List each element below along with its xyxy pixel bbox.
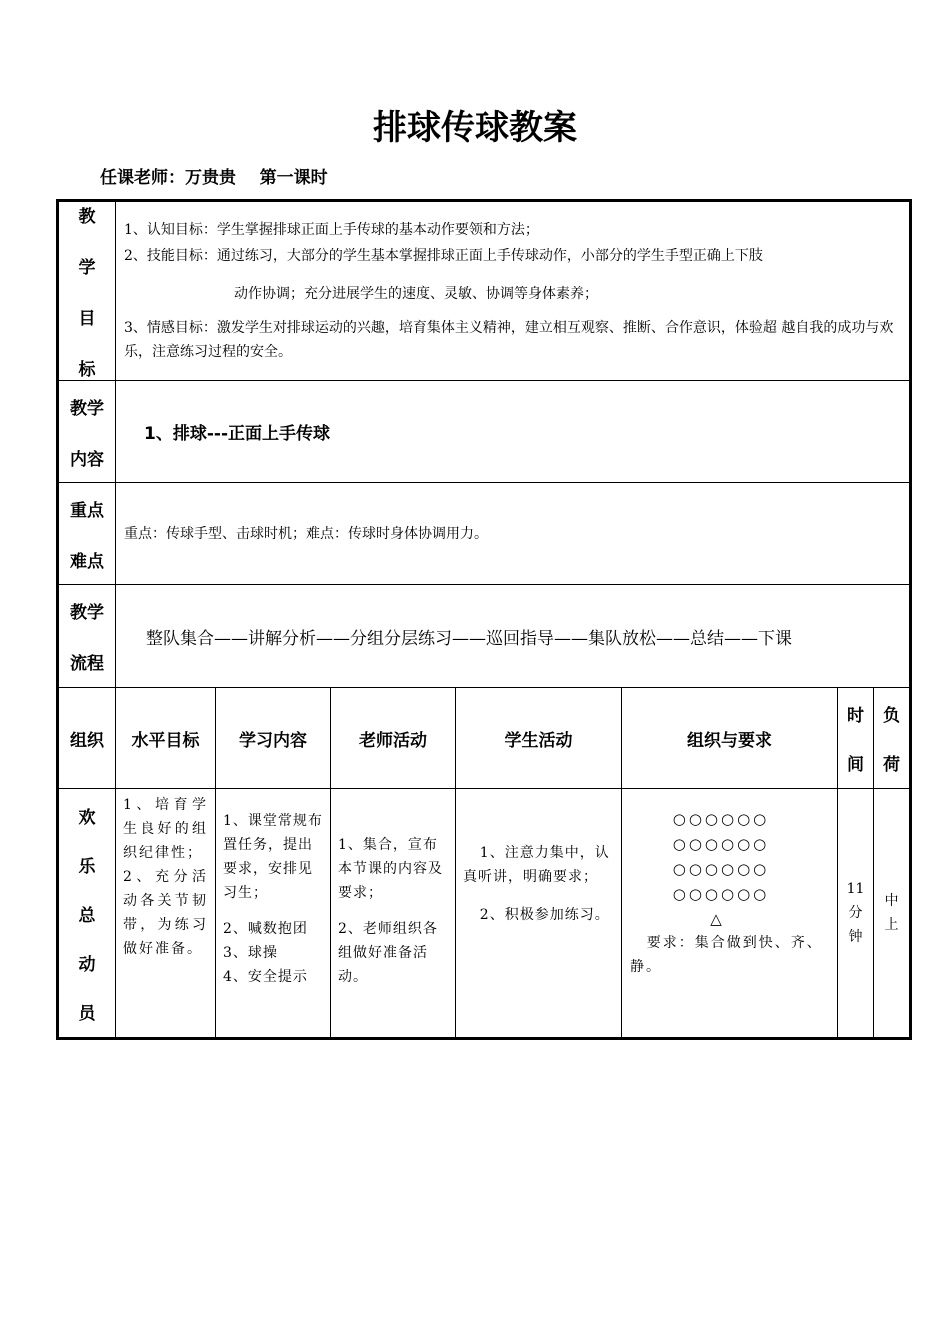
level-goal-cell: 1、培育学生良好的组织纪律性； 2、充分活动各关节韧带，为练习做好准备。 [116,789,216,1039]
goals-label: 教 学 目 标 [58,201,116,381]
col-org: 组织 [58,688,116,789]
col-student: 学生活动 [456,688,622,789]
teacher-info: 任课老师：万贵贵 第一课时 [100,168,328,188]
goals-row [58,201,911,381]
goal-affective: 3、情感目标：激发学生对排球运动的兴趣，培育集体主义精神，建立相互观察、推断、合作意识，体验超 越自我的成功与欢乐，注意练习过程的安全。 [124,320,894,360]
learning-cell: 1、课堂常规布置任务，提出要求，安排见习生； 2、喊数抱团 3、球操 4、安全提示 [216,789,331,1039]
content-row [58,381,911,483]
goals-content [116,201,911,381]
load-cell: 中 上 [874,789,911,1039]
col-time: 时 间 [838,688,874,789]
content-text: 1、排球---正面上手传球 [116,381,911,483]
section-label: 欢 乐 总 动 员 [58,789,116,1039]
time-cell: 11 分 钟 [838,789,874,1039]
flow-row [58,585,911,688]
formation-row: ○○○○○○ [672,835,770,853]
requirement-text: 要求：集合做到快、齐、静。 [630,935,823,975]
formation-row: ○○○○○○ [672,885,770,903]
goal-skill-cont: 动作协调；充分进展学生的速度、灵敏、协调等身体素养； [234,286,598,302]
column-header-row [58,688,911,789]
formation-row: ○○○○○○ [672,860,770,878]
formation-row: ○○○○○○ [672,810,770,828]
col-teacher: 老师活动 [331,688,456,789]
keypoints-text: 重点：传球手型、击球时机；难点：传球时身体协调用力。 [116,483,911,585]
student-activity-cell: 1、注意力集中，认真听讲，明确要求； 2、积极参加练习。 [456,789,622,1039]
col-arrangement: 组织与要求 [622,688,838,789]
flow-label: 教学 流程 [58,585,116,688]
teacher-activity-cell: 1、集合，宣布本节课的内容及要求； 2、老师组织各组做好准备活动。 [331,789,456,1039]
formation-diagram [656,807,786,931]
flow-text: 整队集合——讲解分析——分组分层练习——巡回指导——集队放松——总结——下课 [116,585,911,688]
teacher-position-icon: △ [710,910,722,928]
col-load: 负 荷 [874,688,911,789]
goal-cognitive: 1、认知目标：学生掌握排球正面上手传球的基本动作要领和方法； [124,222,539,238]
arrangement-cell [622,789,838,1039]
col-learning: 学习内容 [216,688,331,789]
keypoints-row [58,483,911,585]
col-level-goal: 水平目标 [116,688,216,789]
goal-skill: 2、技能目标：通过练习，大部分的学生基本掌握排球正面上手传球动作，小部分的学生手型正确上下肢 [124,248,763,264]
section-warmup-row [58,789,911,1039]
content-label: 教学 内容 [58,381,116,483]
keypoints-label: 重点 难点 [58,483,116,585]
lesson-plan-table [56,199,912,1040]
page-title: 排球传球教案 [373,108,577,148]
